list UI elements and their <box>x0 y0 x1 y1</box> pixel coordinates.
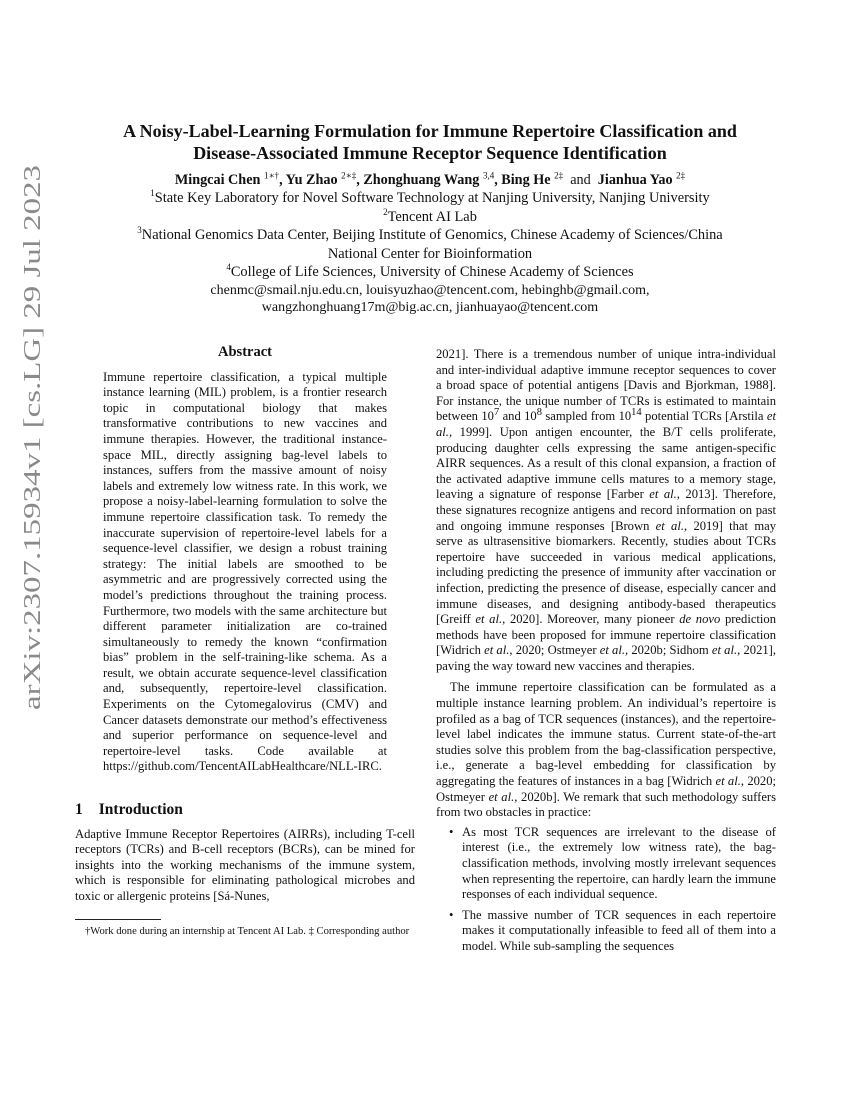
section-number: 1 <box>75 801 83 819</box>
affiliation-number: 2 <box>383 206 388 217</box>
affiliation-4 <box>80 263 780 282</box>
intro-paragraph-1: Adaptive Immune Receptor Repertoires (AIRRs), including T-cell receptors (TCRs) and B-cell receptors (BCRs), can be mined for insights into the working mechanisms of the immune system, which is responsible for eliminating pathological microbes and toxic or allergenic proteins [Sá-Nunes, <box>75 826 415 903</box>
author-marks: 2∗‡ <box>341 170 357 181</box>
arxiv-watermark <box>10 160 50 720</box>
emails-line-1[interactable]: chenmc@smail.nju.edu.cn, louisyuzhao@tencent.com, hebinghb@gmail.com, <box>210 282 650 298</box>
left-column <box>75 345 415 938</box>
arxiv-identifier: arXiv:2307.15934v1 [cs.LG] 29 Jul 2023 <box>20 312 46 710</box>
author-name: Yu Zhao <box>285 172 338 188</box>
affiliation-number: 1 <box>150 188 155 199</box>
author-marks: 2‡ <box>676 170 686 181</box>
intro-paragraph-2: The immune repertoire classification can be formulated as a multiple instance learning problem. An individual’s repertoire is profiled as a bag of TCR sequences (instances), and the repertoire-level label indicates the immune status. Current state-of-the-art studies solve this problem from the bag-classification perspective, i.e., generate a bag-level embedding for classification by aggregating the features of instances in a bag [Widrich et al., 2020; Ostmeyer et al., 2020b]. We remark that such methodology suffers from two obstacles in practice: <box>436 680 777 820</box>
author-name: Bing He <box>501 172 551 188</box>
paper-title <box>80 120 780 164</box>
author-name: Zhonghuang Wang <box>363 172 480 188</box>
author-marks: 1∗† <box>263 170 280 181</box>
abstract-heading: Abstract <box>218 344 272 360</box>
abstract-text: Immune repertoire classification, a typical multiple instance learning (MIL) problem, is a frontier research topic in computational biology that makes transformative contributions to new vaccines and immune therapies. However, the traditional instance-space MIL, directly assigning bag-level labels to instances, suffers from the massive amount of noisy labels and extremely low witness rate. In this work, we propose a noisy-label-learning formulation to solve the immune repertoire classification task. To remedy the inaccurate supervision of repertoire-level labels for a sequence-level classifier, we design a robust training strategy: The initial labels are smoothed to be asymmetric and are progressively corrected using the model’s predictions throughout the training process. Furthermore, two models with the same architecture but different parameter initialization are co-trained simultaneously to remedy the known “confirmation bias” problem in the self-training-like schema. As a result, we obtain accurate sequence-level classification and, subsequently, repertoire-level classification. Experiments on the Cytomegalovirus (CMV) and Cancer datasets demonstrate our method’s effectiveness and superior performance on sequence-level and repertoire-level tasks. Code available at https://github.com/TencentAILabHealthcare/NLL-IRC. <box>103 369 387 774</box>
affiliation-text: National Center for Bioinformation <box>327 245 533 262</box>
affiliation-1 <box>80 189 780 208</box>
affiliation-number: 4 <box>226 262 231 273</box>
affiliation-text: National Genomics Data Center, Beijing Institute of Genomics, Chinese Academy of Sciences/China <box>141 227 723 243</box>
affiliation-3-cont <box>80 245 780 264</box>
affiliation-3 <box>80 226 780 245</box>
author-separator: , <box>279 172 283 188</box>
author-separator: , <box>494 172 498 188</box>
section-title: Introduction <box>98 801 183 819</box>
section-heading-introduction <box>75 802 415 818</box>
author-name: Jianhua Yao <box>597 172 673 188</box>
obstacle-list <box>436 825 776 955</box>
author-marks: 2‡ <box>554 170 564 181</box>
arxiv-watermark-svg <box>10 160 50 720</box>
affiliation-text: College of Life Sciences, University of Chinese Academy of Sciences <box>230 264 634 280</box>
author-marks: 3,4 <box>482 170 495 181</box>
affiliation-text: State Key Laboratory for Novel Software Technology at Nanjing University, Nanjing University <box>154 190 710 206</box>
affiliation-text: Tencent AI Lab <box>387 208 477 225</box>
bullet-icon: • <box>449 824 454 839</box>
author-separator: , <box>356 172 360 188</box>
footnote: †Work done during an internship at Tencent AI Lab. ‡ Corresponding author <box>85 925 410 937</box>
paper-header <box>80 120 780 316</box>
right-column <box>436 347 776 960</box>
list-item: • As most TCR sequences are irrelevant to the disease of interest (i.e., the extremely low witness rate), the bag-classification methods, involving mostly irrelevant sequences when representing the repertoire, can hardly learn the immune responses of each individual sequence. <box>449 824 776 902</box>
bullet-icon: • <box>449 907 454 922</box>
affiliation-2 <box>80 208 780 227</box>
emails-line-2[interactable]: wangzhonghuang17m@big.ac.cn, jianhuayao@tencent.com <box>261 299 599 315</box>
list-item: • The massive number of TCR sequences in each repertoire makes it computationally infeasible to feed all of them into a model. While sub-sampling the sequences <box>449 907 776 953</box>
intro-paragraph-continued: 2021]. There is a tremendous number of unique intra-individual and inter-individual adaptive immune receptor sequences to cover a broad space of potential antigens [Davis and Bjorkman, 1988]. For instance, the unique number of TCRs is estimated to maintain between $10^7$ and $10^8$ sampled from $10^{14}$ potential TCRs [Arstila et al., 1999]. Upon antigen encounter, the B/T cells proliferate, producing daughter cells expressing the same antigen-specific AIRR sequences. As a result of this clonal expansion, a fraction of the activated adaptive immune cells matures to a memory stage, leaving a signature of response [Farber et al., 2013]. Therefore, these signatures recognize antigens and record information on past and ongoing immune responses [Brown et al., 2019] that may serve as ultrasensitive biomarkers. Recently, studies about TCRs repertoire have succeeded in various medical applications, including predicting the presence of immunity after vaccination or infection, predicting the presence of disease, especially cancer and immune diseases, and designing antibody-based therapeutics [Greiff et al., 2020]. Moreover, many pioneer de novo prediction methods have been proposed for immune repertoire classification [Widrich et al., 2020; Ostmeyer et al., 2020b; Sidhom et al., 2021], paving the way toward new vaccines and therapies. <box>436 347 777 673</box>
title-line-1: A Noisy-Label-Learning Formulation for Immune Repertoire Classification and <box>123 121 737 141</box>
footnote-rule <box>75 919 161 920</box>
author-name: Mingcai Chen <box>174 172 261 188</box>
author-and: and <box>570 172 591 188</box>
affiliation-number: 3 <box>137 225 142 236</box>
author-emails <box>80 282 780 316</box>
title-line-2: Disease-Associated Immune Receptor Sequence Identification <box>193 143 667 163</box>
author-list <box>80 171 780 189</box>
